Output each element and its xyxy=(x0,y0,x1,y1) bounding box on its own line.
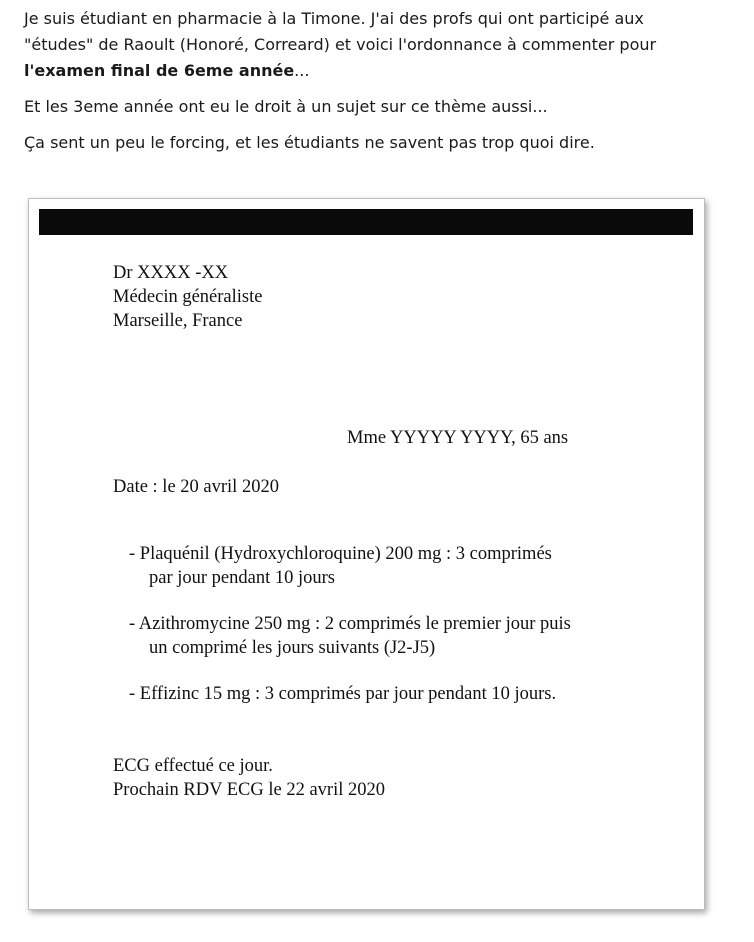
post-bold-text: l'examen final de 6eme année xyxy=(24,61,295,80)
medication-line: - Azithromycine 250 mg : 2 comprimés le premier jour puis xyxy=(129,614,571,634)
post-paragraph-1-line-1: Je suis étudiant en pharmacie à la Timone. J'ai des profs qui ont participé aux xyxy=(24,9,644,28)
ecg-note: ECG effectué ce jour. xyxy=(113,756,273,776)
medication-item xyxy=(129,612,571,660)
patient-name: Mme YYYYY YYYY, 65 ans xyxy=(347,428,569,448)
doctor-block xyxy=(113,261,262,333)
medication-line: par jour pendant 10 jours xyxy=(149,568,335,588)
post-paragraph-1-line-2: "études" de Raoult (Honoré, Correard) et voici l'ordonnance à commenter pour xyxy=(24,35,657,54)
medication-line: - Plaquénil (Hydroxychloroquine) 200 mg : 3 comprimés xyxy=(129,544,552,564)
post-paragraph-3: Ça sent un peu le forcing, et les étudiants ne savent pas trop quoi dire. xyxy=(24,133,595,152)
post-paragraph-1 xyxy=(24,6,752,84)
doctor-title: Médecin généraliste xyxy=(113,287,263,307)
post-paragraph-1-line-3 xyxy=(24,58,752,84)
medication-item xyxy=(129,682,571,706)
patient-block xyxy=(347,426,568,450)
notes-block xyxy=(113,754,385,802)
next-appointment-note: Prochain RDV ECG le 22 avril 2020 xyxy=(113,780,385,800)
post-text xyxy=(24,6,752,166)
doctor-name: Dr XXXX -XX xyxy=(113,263,229,283)
medication-item xyxy=(129,542,571,590)
prescription-image xyxy=(28,198,705,910)
post-ellipsis: ... xyxy=(294,61,310,80)
doctor-location: Marseille, France xyxy=(113,311,243,331)
medication-line: - Effizinc 15 mg : 3 comprimés par jour pendant 10 jours. xyxy=(129,684,557,704)
redaction-bar xyxy=(39,209,693,235)
post-paragraph-2: Et les 3eme année ont eu le droit à un sujet sur ce thème aussi... xyxy=(24,97,548,116)
date-block xyxy=(113,475,279,499)
medication-line: un comprimé les jours suivants (J2-J5) xyxy=(149,638,436,658)
prescription-date: Date : le 20 avril 2020 xyxy=(113,477,279,497)
medication-list xyxy=(129,542,571,728)
